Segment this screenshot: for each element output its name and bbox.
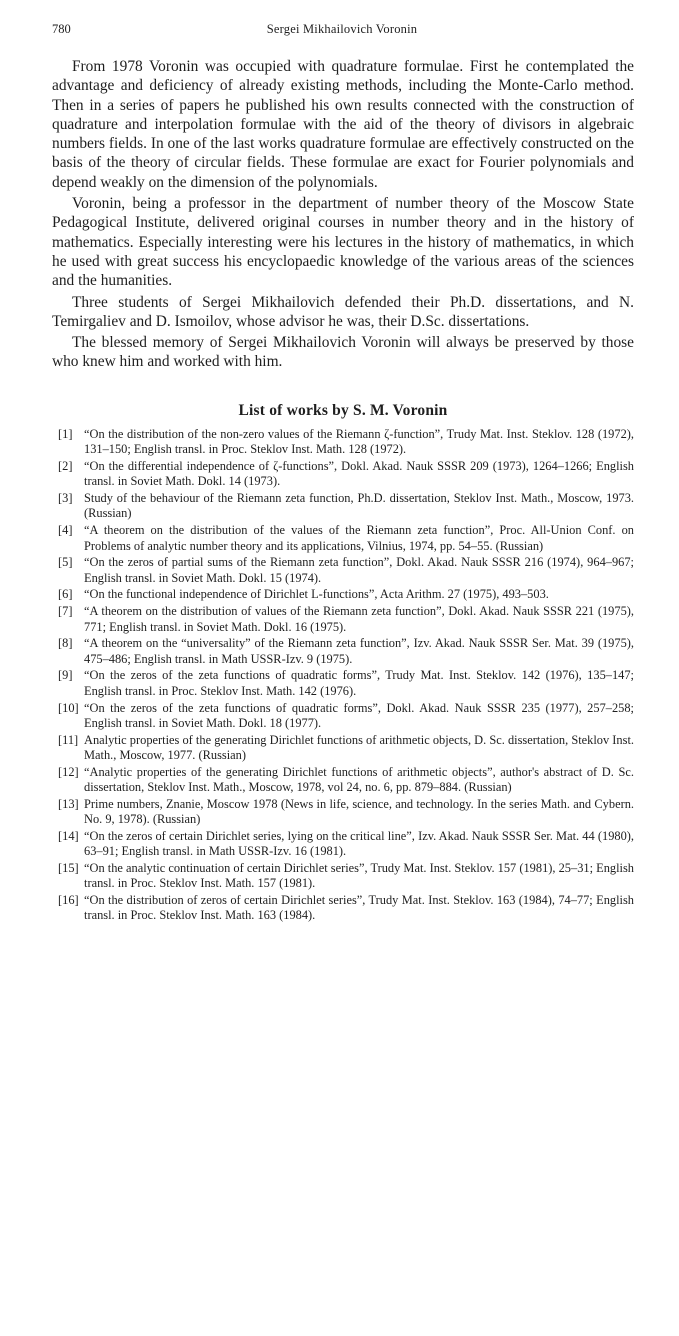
work-citation: Analytic properties of the generating Dirichlet functions of arithmetic objects, D. Sc. dissertation, Steklov Inst. Math., Moscow, 1977. (Russian) [84,732,634,762]
works-list [58,427,634,925]
work-number: [9] [58,668,73,683]
work-item [58,797,634,828]
work-citation: “A theorem on the distribution of values of the Riemann zeta function”, Dokl. Akad. Nauk SSSR 221 (1975), 771; English transl. in Soviet Math. Dokl. 16 (1975). [84,604,634,634]
paragraph: The blessed memory of Sergei Mikhailovich Voronin will always be preserved by those who knew him and worked with him. [52,334,634,371]
work-citation: “On the distribution of zeros of certain Dirichlet series”, Trudy Mat. Inst. Steklov. 163 (1984), 74–77; English transl. in Proc. Steklov Inst. Math. 163 (1984). [84,893,634,923]
work-number: [10] [58,700,79,715]
work-item [58,701,634,732]
work-item [58,733,634,764]
work-citation: “On the distribution of the non-zero values of the Riemann ζ-function”, Trudy Mat. Inst. Steklov. 128 (1972), 131–150; English transl. in Proc. Steklov Inst. Math. 128 (1972). [84,427,634,457]
work-number: [4] [58,523,73,538]
work-number: [1] [58,427,73,441]
work-number: [3] [58,491,73,506]
work-item [58,491,634,522]
work-item [58,587,634,602]
work-citation: “On the zeros of the zeta functions of quadratic forms”, Trudy Mat. Inst. Steklov. 142 (1976), 135–147; English transl. in Proc. Steklov Inst. Math. 142 (1976). [84,668,634,698]
work-item [58,604,634,635]
work-citation: “On the analytic continuation of certain Dirichlet series”, Trudy Mat. Inst. Steklov. 157 (1981), 25–31; English transl. in Proc. Steklov Inst. Math. 157 (1981). [84,861,634,891]
body-text [52,57,634,374]
work-number: [12] [58,764,79,779]
work-number: [2] [58,459,73,474]
work-number: [13] [58,796,79,811]
work-item [58,893,634,924]
work-item [58,829,634,860]
work-number: [16] [58,893,79,908]
work-citation: “A theorem on the distribution of the values of the Riemann zeta function”, Proc. All-Union Conf. on Problems of analytic number theory and its applications, Vilnius, 1974, pp. 54–55. (Russian) [84,523,634,553]
paragraph: Three students of Sergei Mikhailovich defended their Ph.D. dissertations, and N. Temirgaliev and D. Ismoilov, whose advisor he was, their D.Sc. dissertations. [52,293,634,330]
work-item [58,555,634,586]
work-number: [7] [58,604,73,619]
work-citation: “On the zeros of the zeta functions of quadratic forms”, Dokl. Akad. Nauk SSSR 235 (1977), 257–258; English transl. in Soviet Math. Dokl. 18 (1977). [84,700,634,730]
work-item [58,427,634,458]
work-citation: “A theorem on the “universality” of the Riemann zeta function”, Izv. Akad. Nauk SSSR Ser. Mat. 39 (1975), 475–486; English transl. in Math USSR-Izv. 9 (1975). [84,636,634,666]
work-number: [5] [58,555,73,570]
work-citation: Prime numbers, Znanie, Moscow 1978 (News in life, science, and technology. In the series Math. and Cybern. No. 9, 1978). (Russian) [84,796,634,827]
work-citation: “On the zeros of partial sums of the Riemann zeta function”, Dokl. Akad. Nauk SSSR 216 (1974), 964–967; English transl. in Soviet Math. Dokl. 15 (1974). [84,555,634,585]
work-number: [14] [58,828,79,843]
running-head: Sergei Mikhailovich Voronin [266,22,418,36]
work-number: [11] [58,732,79,747]
paragraph: Voronin, being a professor in the department of number theory of the Moscow State Pedagogical Institute, delivered original courses in number theory and in the history of mathematics. Especially interesting were his lectures in the history of mathematics, in which he used with great success his encyclopaedic knowledge of the various areas of the sciences and the humanities. [52,195,634,290]
work-citation: “On the functional independence of Dirichlet L-functions”, Acta Arithm. 27 (1975), 493–503. [84,587,549,602]
page-number: 780 [52,22,71,36]
work-number: [6] [58,587,73,602]
work-item [58,861,634,892]
work-citation: “On the differential independence of ζ-functions”, Dokl. Akad. Nauk SSSR 209 (1973), 1264–1266; English transl. in Soviet Math. Dokl. 14 (1973). [84,459,634,489]
work-item [58,668,634,699]
work-citation: “Analytic properties of the generating Dirichlet functions of arithmetic objects”, author's abstract of D. Sc. dissertation, Steklov Inst. Math., Moscow, 1978, vol 24, no. 6, pp. 879–884. (Russian) [84,764,634,795]
works-list-title: List of works by S. M. Voronin [238,402,448,419]
work-number: [15] [58,861,79,876]
work-item [58,765,634,796]
work-item [58,523,634,554]
work-item [58,636,634,667]
work-citation: “On the zeros of certain Dirichlet series, lying on the critical line”, Izv. Akad. Nauk SSSR Ser. Mat. 44 (1980), 63–91; English transl. in Math USSR-Izv. 16 (1981). [84,828,634,859]
work-number: [8] [58,636,73,651]
work-citation: Study of the behaviour of the Riemann zeta function, Ph.D. dissertation, Steklov Inst. Math., Moscow, 1973. (Russian) [84,491,634,521]
paragraph: From 1978 Voronin was occupied with quadrature formulae. First he contemplated the advantage and deficiency of already existing methods, including the Monte-Carlo method. Then in a series of papers he published his own results connected with the construction of quadrature and interpolation formulae with the aid of the theory of divisors in algebraic numbers fields. In one of the last works quadrature formulae are effectively constructed on the basis of the theory of circular fields. These formulae are exact for Fourier polynomials and depend weakly on the dimension of the polynomials. [52,58,634,191]
page-header [52,22,632,42]
work-item [58,459,634,490]
